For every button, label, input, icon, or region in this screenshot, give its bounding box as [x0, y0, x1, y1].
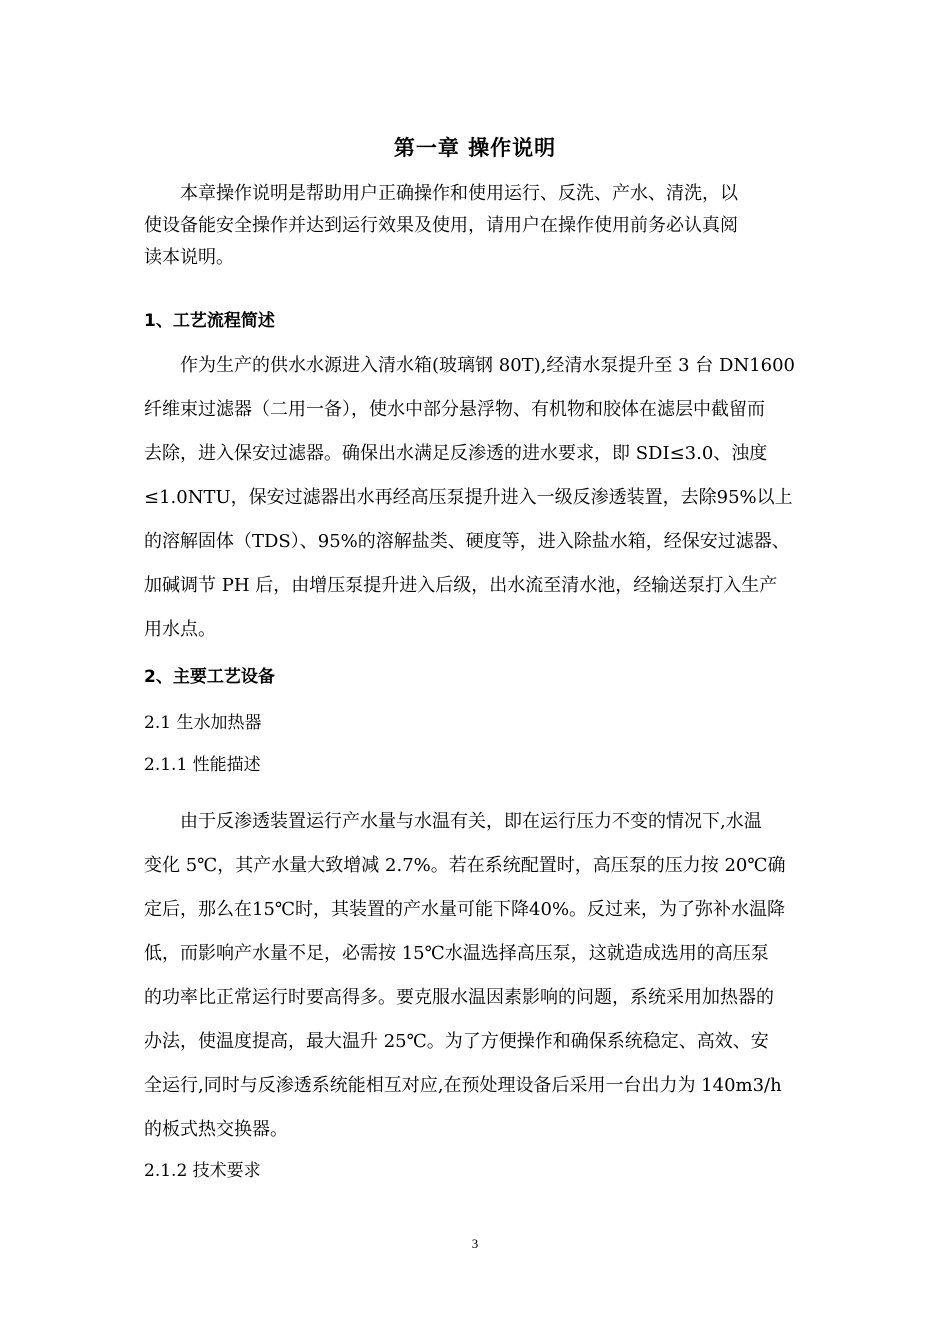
paragraph-line: 的功率比正常运行时要高得多。要克服水温因素影响的问题，系统采用加热器的: [144, 987, 774, 1008]
paragraph-line: ≤1.0NTU，保安过滤器出水再经高压泵提升进入一级反渗透装置，去除95%以上: [144, 487, 793, 508]
process-paragraph: [144, 344, 812, 652]
paragraph-line: 加碱调节 PH 后，由增压泵提升进入后级，出水流至清水池，经输送泵打入生产: [144, 575, 778, 596]
intro-line: 读本说明。: [144, 247, 234, 268]
intro-line: 本章操作说明是帮助用户正确操作和使用运行、反洗、产水、清洗，以: [180, 183, 738, 204]
paragraph-line: 办法，使温度提高，最大温升 25℃。为了方便操作和确保系统稳定、高效、安: [144, 1031, 769, 1052]
paragraph-line: 由于反渗透装置运行产水量与水温有关，即在运行压力不变的情况下,水温: [180, 811, 762, 832]
paragraph-line: 用水点。: [144, 619, 216, 640]
paragraph-line: 变化 5℃，其产水量大致增减 2.7%。若在系统配置时，高压泵的压力按 20℃确: [144, 855, 786, 876]
performance-paragraph: [144, 800, 812, 1152]
intro-paragraph: [144, 178, 824, 274]
paragraph-line: 的溶解固体（TDS）、95%的溶解盐类、硬度等，进入除盐水箱，经保安过滤器、: [144, 531, 790, 552]
paragraph-line: 全运行,同时与反渗透系统能相互对应,在预处理设备后采用一台出力为 140m3/h: [144, 1075, 782, 1096]
subsection-heading: 2.1.2 技术要求: [144, 1161, 261, 1181]
paragraph-line: 定后，那么在15℃时，其装置的产水量可能下降40%。反过来，为了弥补水温降: [144, 899, 786, 920]
subsection-heading: 2.1.1 性能描述: [144, 755, 261, 775]
section-heading-process: 1、工艺流程简述: [144, 311, 275, 331]
paragraph-line: 纤维束过滤器（二用一备），使水中部分悬浮物、有机物和胶体在滤层中截留而: [144, 399, 765, 420]
subsection-heading: 2.1 生水加热器: [144, 713, 262, 733]
section-heading-equipment: 2、主要工艺设备: [144, 667, 275, 687]
page-number: 3: [471, 1236, 479, 1251]
intro-line: 使设备能安全操作并达到运行效果及使用，请用户在操作使用前务必认真阅: [144, 215, 738, 236]
paragraph-line: 的板式热交换器。: [144, 1119, 288, 1140]
chapter-title: 第一章 操作说明: [393, 136, 557, 160]
paragraph-line: 低，而影响产水量不足，必需按 15℃水温选择高压泵，这就造成选用的高压泵: [144, 943, 769, 964]
paragraph-line: 去除，进入保安过滤器。确保出水满足反渗透的进水要求，即 SDI≤3.0、浊度: [144, 443, 768, 464]
paragraph-line: 作为生产的供水水源进入清水箱(玻璃钢 80T),经清水泵提升至 3 台 DN1600: [180, 355, 796, 376]
